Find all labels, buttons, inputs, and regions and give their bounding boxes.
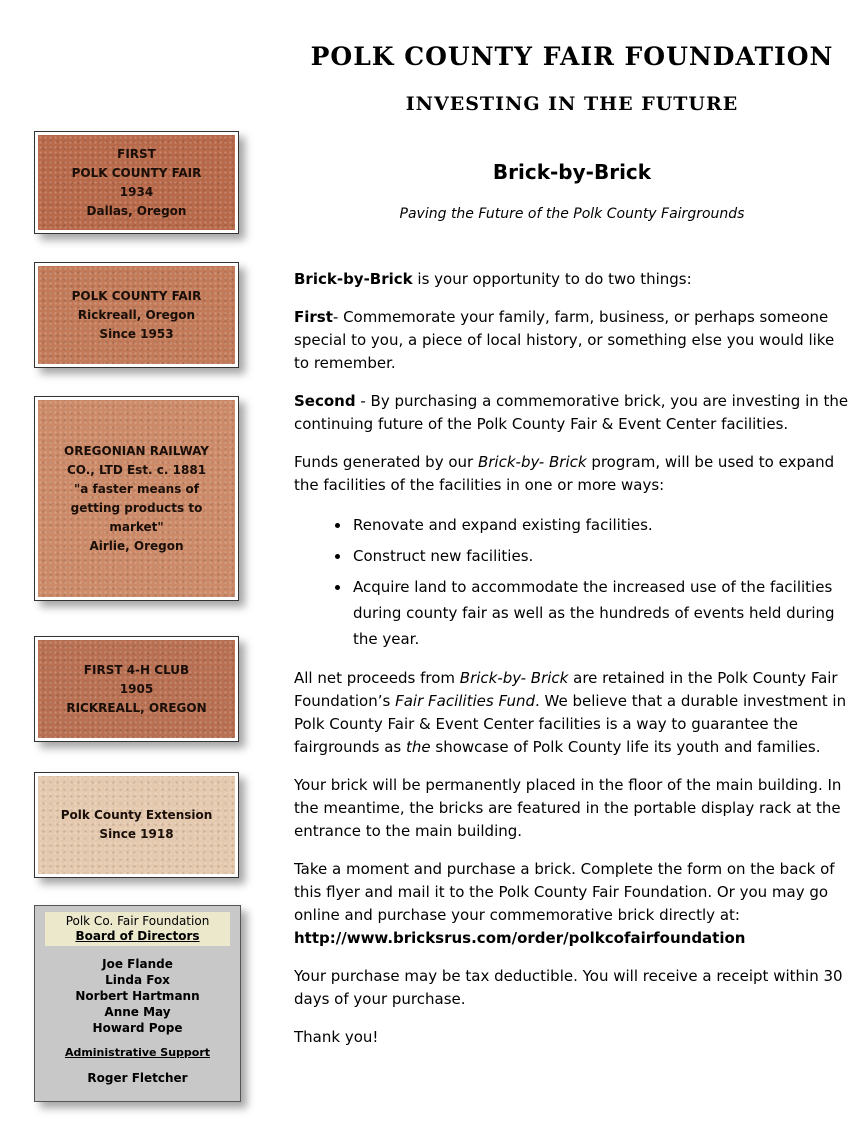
intro-bold: Brick-by-Brick [294,270,413,288]
second-label: Second [294,392,356,410]
director-name: Howard Pope [92,1021,183,1035]
board-heading: Board of Directors [75,929,200,943]
board-of-directors-box [34,905,241,1102]
program-heading: Brick-by-Brick [492,160,652,184]
brick-5 [34,772,239,878]
list-item: • Renovate and expand existing facilities. [351,512,850,538]
director-name: Anne May [104,1005,171,1019]
brick-line: Since 1918 [99,827,174,841]
directors-heading-band [45,912,230,946]
brick-line: OREGONIAN RAILWAY [64,443,209,458]
brick-2 [34,262,239,368]
list-item: • Acquire land to accommodate the increased use of the facilities during county fair as well as the hundreds of events held during the year. [351,574,850,652]
funds-italic: Brick-by- Brick [477,453,587,471]
brick-line: Rickreall, Oregon [77,307,196,322]
funds-text: Funds generated by our [294,453,478,471]
uses-list [294,512,850,652]
intro-paragraph [294,268,850,291]
first-text: - Commemorate your family, farm, business, or perhaps someone special to you, a piece of local history, or something else you would like to remember. [294,308,835,372]
foundation-name: Polk Co. Fair Foundation [65,914,210,928]
brick-line: POLK COUNTY FAIR [71,288,202,303]
thanks-paragraph: Thank you! [294,1028,379,1046]
brick-line: getting products to [70,500,203,515]
brick-line: Since 1953 [99,326,174,341]
body-text [294,268,850,1064]
brick-line: CO., LTD Est. c. 1881 [66,462,207,477]
second-paragraph [294,390,850,436]
director-name: Norbert Hartmann [75,989,200,1003]
proceeds-text: . We believe that a durable investment in Polk County Fair & Event Center facilities is a way to guarantee the fairgrounds as [294,692,847,756]
proceeds-italic: Fair Facilities Fund [395,692,536,710]
funds-text: program, will be used to expand the facilities of the facilities in one or more ways: [294,453,835,494]
placement-paragraph: Your brick will be permanently placed in the floor of the main building. In the meantime, the bricks are featured in the portable display rack at the entrance to the main building. [294,776,842,840]
proceeds-text: All net proceeds from [294,669,460,687]
purchase-text: Take a moment and purchase a brick. Complete the form on the back of this flyer and mail it to the Polk County Fair Foundation. Or you may go online and purchase your commemorative brick directly at: [294,860,835,924]
brick-line: 1934 [119,184,154,199]
admin-support-name: Roger Fletcher [87,1071,188,1085]
first-paragraph [294,306,850,375]
brick-line: 1905 [119,681,154,696]
list-item: • Construct new facilities. [351,543,850,569]
intro-text: is your opportunity to do two things: [412,270,692,288]
page-subtitle: INVESTING IN THE FUTURE [405,93,739,115]
first-label: First [294,308,333,326]
brick-5-face [38,776,235,874]
second-text: - By purchasing a commemorative brick, you are investing in the continuing future of the Polk County Fair & Event Center facilities. [294,392,849,433]
brick-line: FIRST [117,146,156,161]
brick-1-face [38,135,235,230]
brick-line: RICKREALL, OREGON [66,700,207,715]
brick-line: Dallas, Oregon [86,203,187,218]
directors-list [35,956,240,1036]
brick-3 [34,396,239,601]
proceeds-text: showcase of Polk County life its youth and families. [430,738,821,756]
brick-1 [34,131,239,234]
brick-line: Polk County Extension [60,808,213,822]
brick-3-face [38,400,235,597]
brick-line: "a faster means of [73,481,200,496]
brick-2-face [38,266,235,364]
brick-line: market" [109,519,164,534]
director-name: Linda Fox [105,973,170,987]
proceeds-paragraph [294,667,850,759]
brick-line: Airlie, Oregon [89,538,184,553]
brick-4-face [38,640,235,738]
proceeds-italic: the [405,738,431,756]
tax-paragraph: Your purchase may be tax deductible. You will receive a receipt within 30 days of your purchase. [294,967,843,1008]
brick-line: POLK COUNTY FAIR [71,165,202,180]
funds-paragraph [294,451,850,497]
director-name: Joe Flande [102,957,173,971]
brick-line: FIRST 4-H CLUB [83,662,190,677]
admin-support-heading: Administrative Support [64,1046,211,1059]
order-link[interactable]: http://www.bricksrus.com/order/polkcofairfoundation [294,929,746,947]
proceeds-text: are retained in the Polk County Fair Foundation’s [294,669,838,710]
purchase-paragraph [294,858,850,950]
program-tagline: Paving the Future of the Polk County Fairgrounds [399,206,745,222]
page-title: POLK COUNTY FAIR FOUNDATION [310,42,834,71]
brick-4 [34,636,239,742]
proceeds-italic: Brick-by- Brick [459,669,569,687]
